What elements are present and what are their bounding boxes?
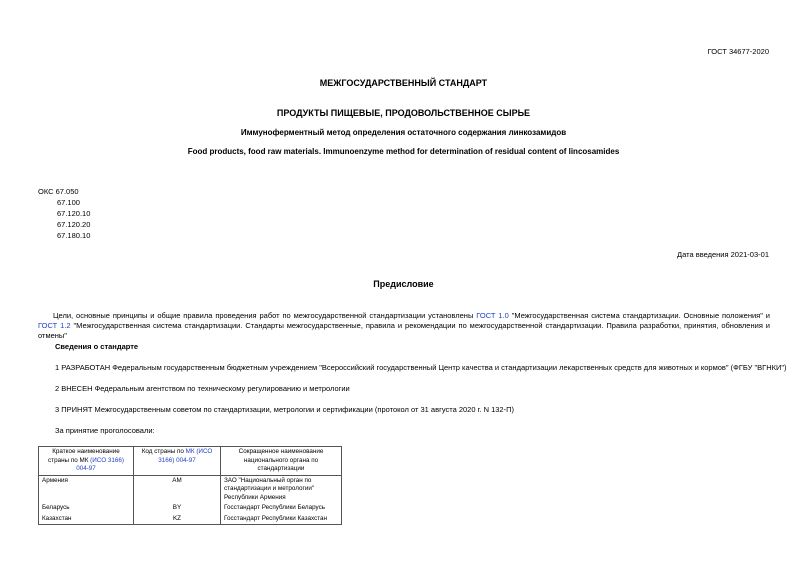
national-body: Госстандарт Республики Беларусь: [221, 503, 342, 514]
voting-countries-table: [38, 446, 342, 525]
oks-code: 67.100: [57, 198, 80, 207]
preface-heading: Предисловие: [373, 279, 434, 289]
item-introduced: 2 ВНЕСЕН Федеральным агентством по техническому регулированию и метрологии: [55, 384, 350, 393]
info-heading: Сведения о стандарте: [55, 342, 139, 351]
table-header-row: [39, 447, 342, 476]
intro-paragraph: [38, 311, 770, 341]
mk-iso-link[interactable]: МК (ИСО 3166) 004-97: [158, 448, 213, 464]
table-row: [39, 514, 342, 525]
document-subtitle: Иммуноферментный метод определения остаточного содержания линкозамидов: [240, 128, 567, 137]
oks-code: 67.120.10: [57, 209, 91, 218]
header-country: Краткое наименование страны по МК (ИСО 3166) 004-97: [39, 447, 134, 476]
country-name: Армения: [39, 475, 134, 503]
national-body: Госстандарт Республики Казахстан: [221, 514, 342, 525]
document-title: ПРОДУКТЫ ПИЩЕВЫЕ, ПРОДОВОЛЬСТВЕННОЕ СЫРЬЕ: [276, 108, 531, 118]
country-code: KZ: [134, 514, 221, 525]
gost-1-2-link[interactable]: ГОСТ 1.2: [38, 321, 71, 330]
table-row: [39, 503, 342, 514]
intro-text: Цели, основные принципы и общие правила проведения работ по межгосударственной стандартизации установлены: [53, 311, 477, 320]
oks-codes: [38, 186, 90, 241]
introduction-date: Дата введения 2021-03-01: [677, 250, 769, 259]
item-developed: 1 РАЗРАБОТАН Федеральным государственным бюджетным учреждением "Всероссийский государственный Центр качества и стандартизации лекарственных средств для животных и кормов" (ФГБУ "ВГНКИ"): [55, 363, 787, 372]
document-code: ГОСТ 34677-2020: [707, 47, 769, 56]
oks-code: 67.120.20: [57, 220, 91, 229]
table-row: [39, 475, 342, 503]
oks-code: 67.180.10: [57, 231, 91, 240]
standard-type-heading: МЕЖГОСУДАРСТВЕННЫЙ СТАНДАРТ: [319, 78, 488, 88]
intro-text: "Межгосударственная система стандартизации. Стандарты межгосударственные, правила и рекомендации по межгосударственной стандартизации. Правила разработки, принятия, обновления и отмены": [38, 321, 770, 340]
iso-3166-link[interactable]: (ИСО 3166) 004-97: [76, 456, 124, 472]
intro-text: "Межгосударственная система стандартизации. Основные положения" и: [508, 311, 770, 320]
oks-label: ОКС 67.050: [38, 187, 79, 196]
country-code: BY: [134, 503, 221, 514]
country-name: Казахстан: [39, 514, 134, 525]
national-body: ЗАО "Национальный орган по стандартизации и метрологии" Республики Армения: [221, 475, 342, 503]
country-code: AM: [134, 475, 221, 503]
country-name: Беларусь: [39, 503, 134, 514]
english-title: Food products, food raw materials. Immunoenzyme method for determination of residual content of lincosamides: [187, 147, 620, 156]
header-code: Код страны по МК (ИСО 3166) 004-97: [134, 447, 221, 476]
item-adopted: 3 ПРИНЯТ Межгосударственным советом по стандартизации, метрологии и сертификации (протокол от 31 августа 2020 г. N 132-П): [55, 405, 514, 414]
gost-1-0-link[interactable]: ГОСТ 1.0: [476, 311, 509, 320]
header-body: Сокращенное наименование национального органа по стандартизации: [221, 447, 342, 476]
voted-for-label: За принятие проголосовали:: [55, 426, 155, 435]
